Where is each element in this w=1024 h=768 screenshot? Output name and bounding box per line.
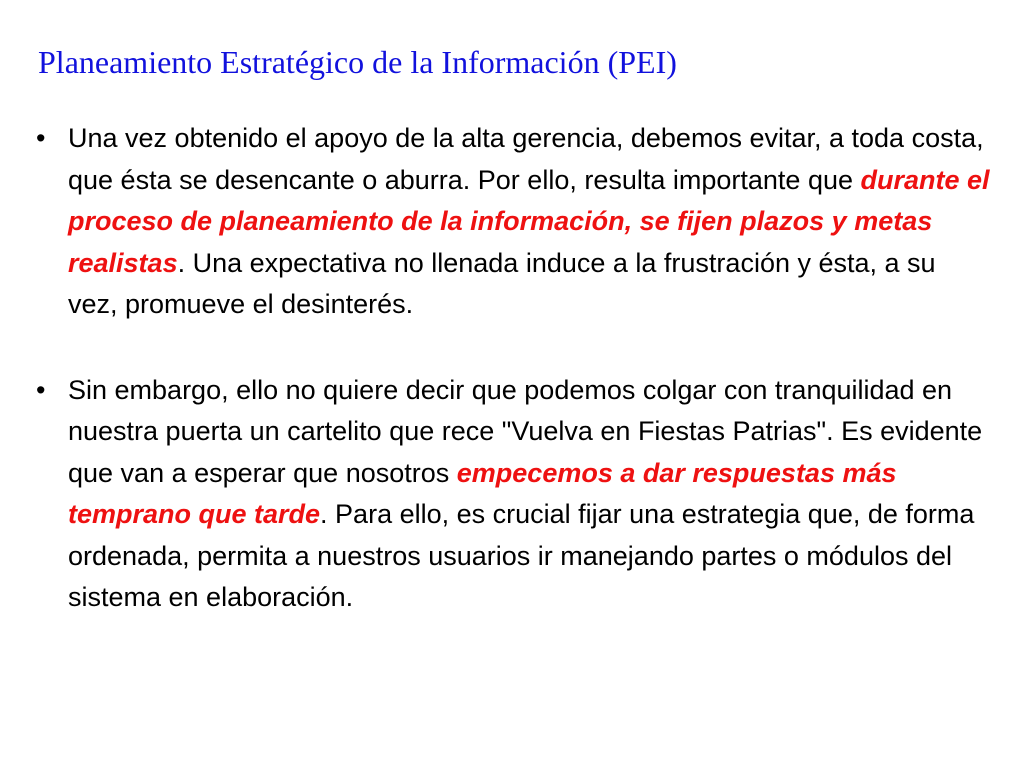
slide-title: Planeamiento Estratégico de la Información (PEI) xyxy=(38,44,677,80)
bullet-item-respuestas-tempranas xyxy=(32,370,992,619)
bullet-text-after: . Para ello, es crucial fijar una estrategia que, de forma ordenada, permita a nuestros usuarios ir manejando partes o módulos del sistema en elaboración. xyxy=(68,499,975,612)
bullet-emphasis: empecemos a dar respuestas más temprano que tarde xyxy=(68,457,897,529)
bullet-dot-icon: • xyxy=(36,123,46,153)
bullet-text-after: . Una expectativa no llenada induce a la frustración y ésta, a su vez, promueve el desinterés. xyxy=(68,247,936,319)
bullet-list xyxy=(32,118,992,619)
bullet-text-before: Una vez obtenido el apoyo de la alta gerencia, debemos evitar, a toda costa, que ésta se desencante o aburra. Por ello, resulta importante que xyxy=(68,123,984,195)
bullet-text-before: Sin embargo, ello no quiere decir que podemos colgar con tranquilidad en nuestra puerta un cartelito que rece "Vuelva en Fiestas Patrias". Es evidente que van a esperar que nosotros xyxy=(68,374,983,488)
bullet-text xyxy=(68,118,992,326)
bullet-text xyxy=(68,370,992,619)
bullet-item-apoyo-gerencia xyxy=(32,118,992,326)
bullet-dot-icon: • xyxy=(36,374,46,405)
bullet-emphasis: durante el proceso de planeamiento de la información, se fijen plazos y metas realistas xyxy=(68,164,990,278)
